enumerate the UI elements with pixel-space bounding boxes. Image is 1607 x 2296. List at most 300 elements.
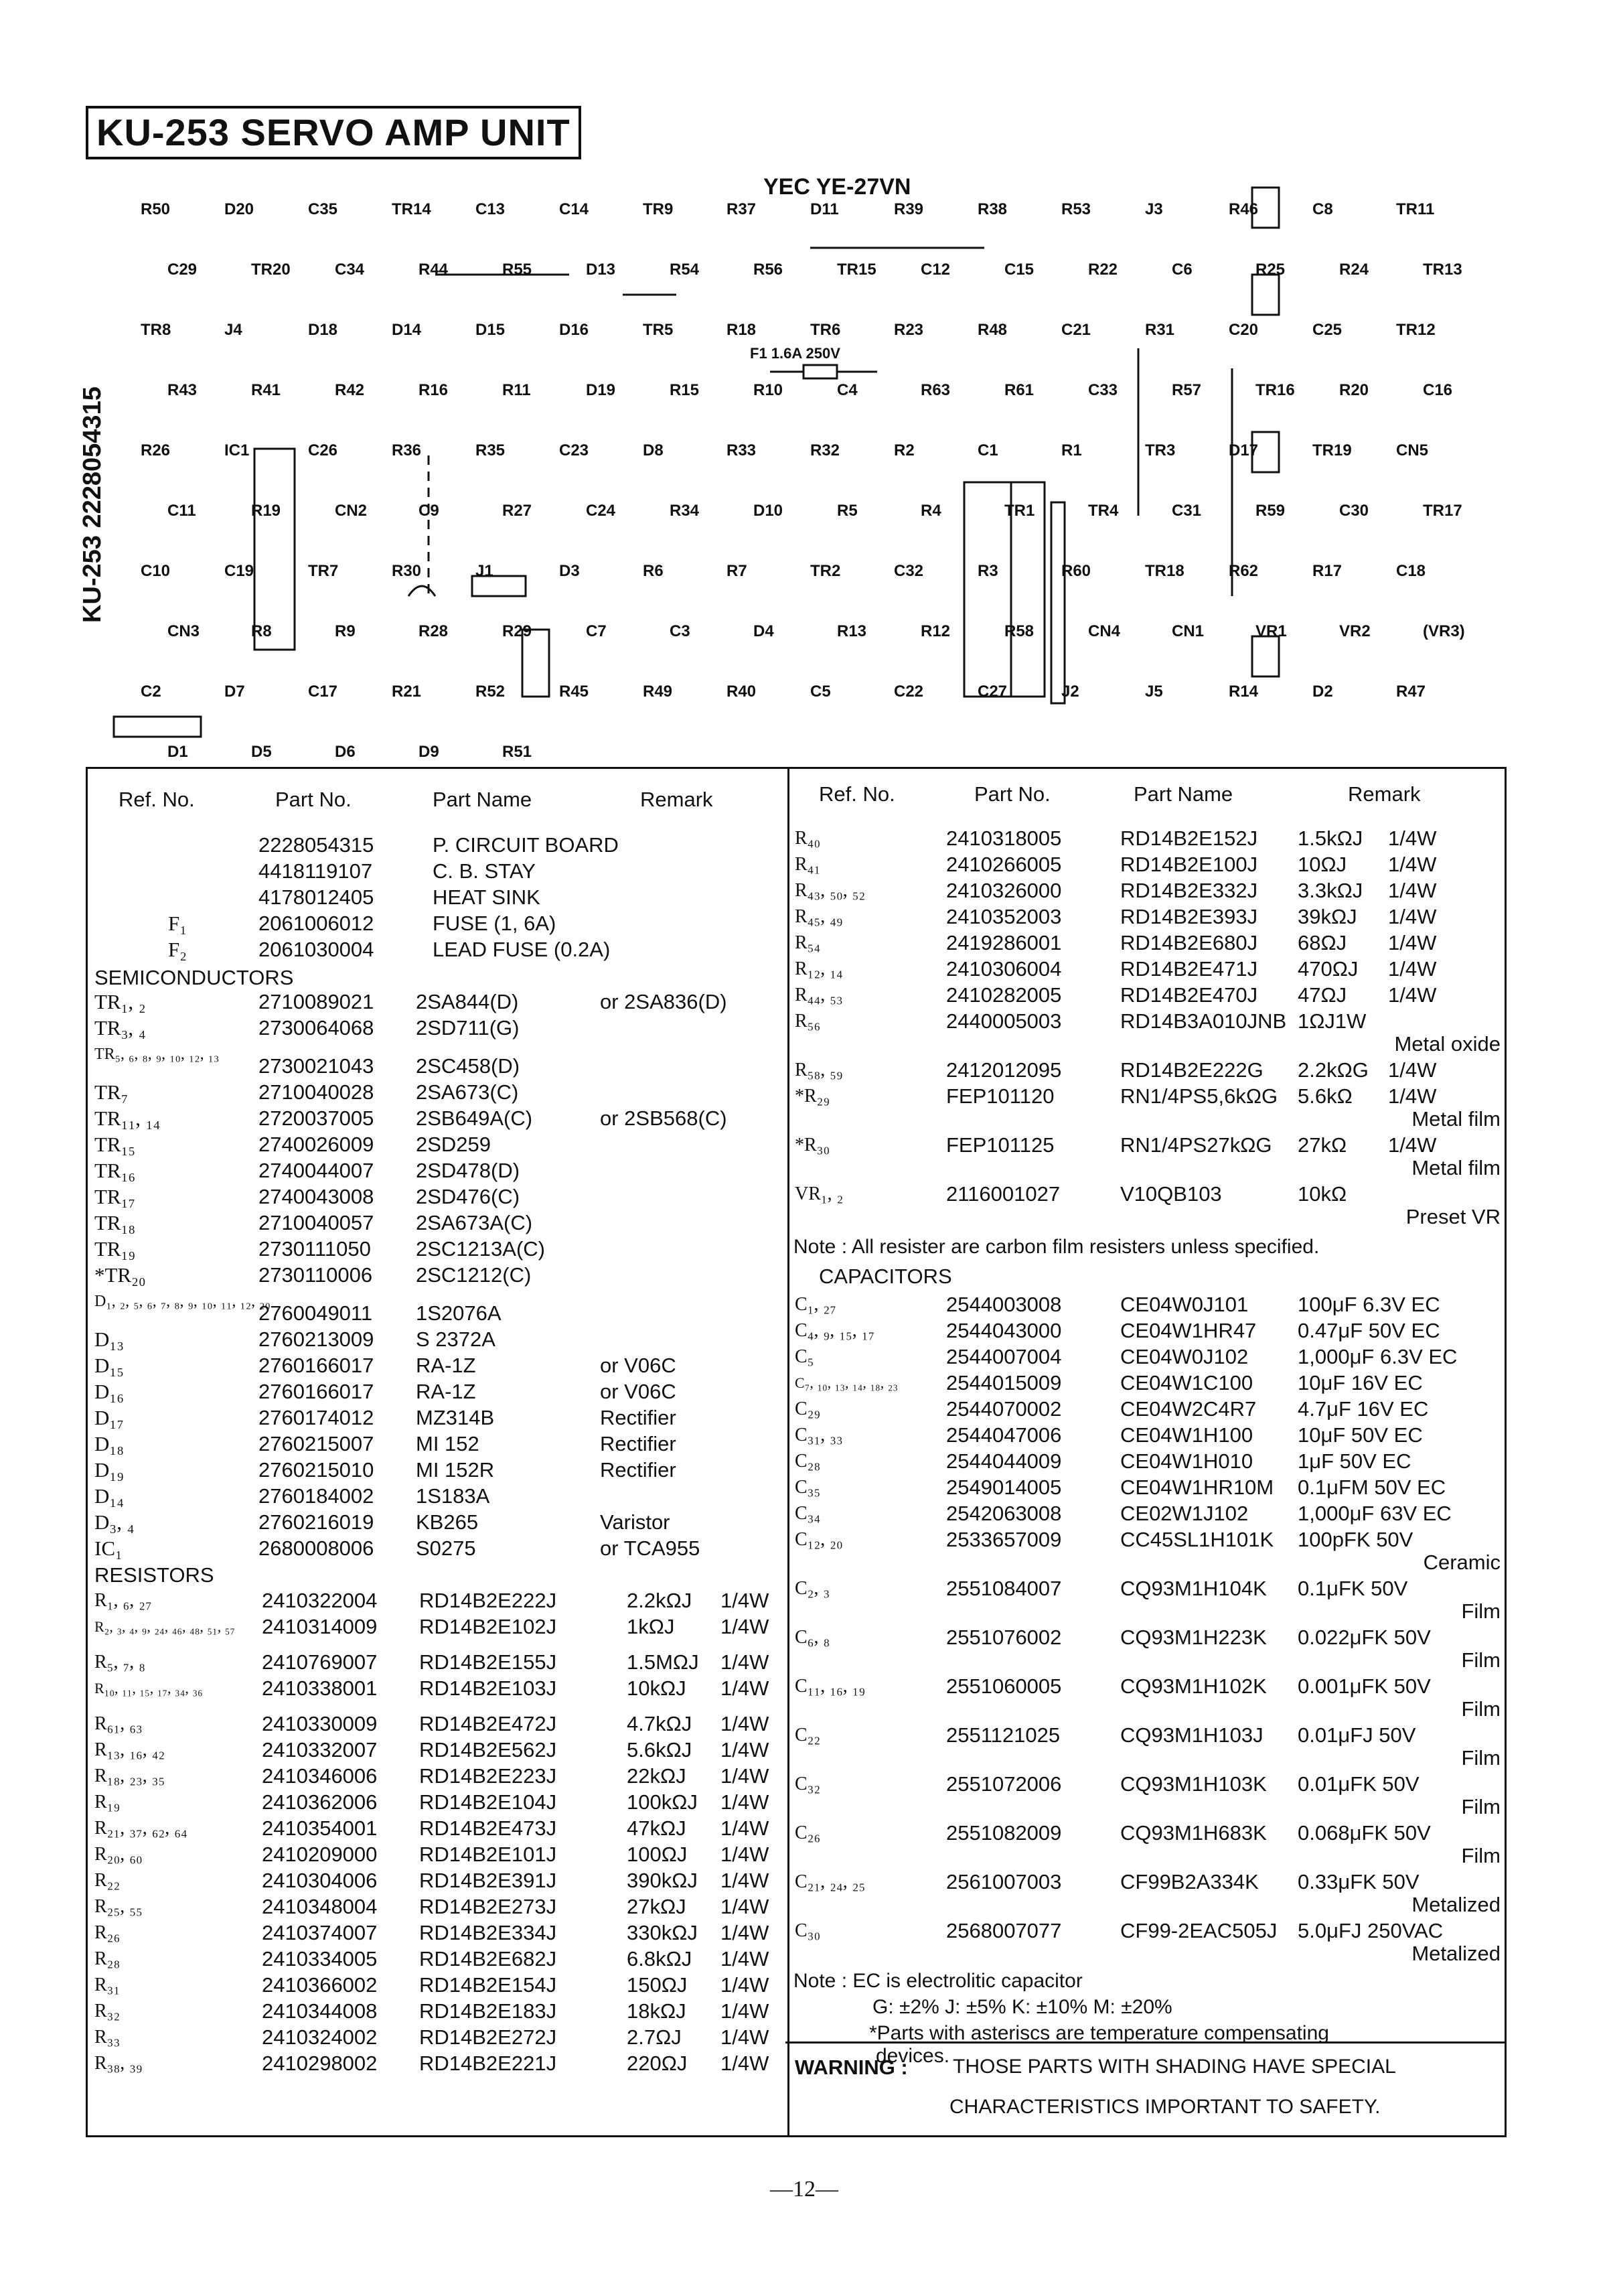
part-name: RD14B2E100J [1120, 853, 1258, 876]
pcb-label: D13 [586, 261, 616, 279]
part-name: RD14B2E273J [419, 1895, 557, 1918]
part-no: 2760166017 [258, 1380, 374, 1403]
part-no: 2412012095 [946, 1058, 1062, 1082]
pcb-label: TR13 [1423, 261, 1462, 279]
wattage: 1/4W [1388, 931, 1437, 954]
part-no: 2730110006 [258, 1263, 373, 1287]
ref-no: IC₁ [94, 1536, 123, 1560]
resistor-type: Metal film [1411, 1156, 1501, 1179]
pcb-label: R60 [1061, 562, 1091, 580]
part-no: 2544007004 [946, 1345, 1062, 1368]
ec-note: Note : EC is electrolitic capacitor [793, 1970, 1083, 1992]
pcb-label: R47 [1396, 683, 1426, 701]
ref-no: R₂₈ [94, 1948, 121, 1969]
table-row [88, 1868, 787, 1893]
resistance-value: 6.8kΩJ [627, 1947, 692, 1970]
wattage: 1/4W [1388, 1133, 1437, 1157]
ref-no: *R₃₀ [795, 1135, 830, 1155]
part-name: 2SD711(G) [416, 1016, 520, 1039]
remark: Rectifier [600, 1458, 676, 1482]
pcb-label: C35 [308, 200, 338, 218]
capacitor-type: Metalized [1411, 1893, 1501, 1916]
part-no: 2228054315 [258, 833, 374, 857]
table-row [785, 852, 1505, 877]
part-name: CQ93M1H103J [1120, 1723, 1264, 1747]
ref-no: R₁₂, ₁₄ [795, 958, 843, 979]
capacitor-type: Metalized [1411, 1942, 1501, 1965]
table-row [785, 1181, 1505, 1228]
pcb-label: D15 [475, 321, 506, 339]
wattage: 1/4W [720, 1816, 769, 1840]
ref-no: TR₁₆ [94, 1159, 136, 1182]
remark: 10μF 50V EC [1298, 1423, 1423, 1447]
part-no: 2410282005 [946, 983, 1062, 1007]
part-name: LEAD FUSE (0.2A) [433, 938, 611, 961]
pcb-label: R34 [670, 502, 700, 520]
part-no: 2730064068 [258, 1016, 374, 1039]
pcb-label: R39 [894, 200, 924, 218]
pcb-label: R7 [726, 562, 747, 580]
pcb-label: R55 [502, 261, 532, 279]
part-no: 2410332007 [262, 1738, 378, 1762]
pcb-label: TR9 [643, 200, 674, 218]
pcb-label: D11 [810, 200, 839, 218]
table-row [785, 904, 1505, 930]
part-name: HEAT SINK [433, 885, 540, 909]
part-no: 2544047006 [946, 1423, 1062, 1447]
pcb-label: R38 [978, 200, 1008, 218]
maker-label: YEC YE-27VN [763, 174, 911, 200]
pcb-label: R37 [726, 200, 757, 218]
part-no: 2419286001 [946, 931, 1062, 954]
table-row [88, 1353, 787, 1378]
pcb-label: TR19 [1312, 441, 1352, 459]
part-name: RD14B2E221J [419, 2052, 557, 2075]
part-no: 2551072006 [946, 1772, 1062, 1796]
pcb-label: C18 [1396, 562, 1426, 580]
pcb-label: C32 [894, 562, 924, 580]
ref-no: R₄₄, ₅₃ [795, 985, 843, 1005]
ref-no: R₅₄ [795, 932, 821, 953]
remark: 1μF 50V EC [1298, 1449, 1411, 1473]
table-row [785, 826, 1505, 851]
pcb-label: R44 [418, 261, 449, 279]
table-row [88, 1042, 787, 1078]
table-row [88, 1676, 787, 1701]
wattage: 1/4W [720, 1790, 769, 1814]
table-row [88, 1536, 787, 1561]
pcb-label: C19 [224, 562, 254, 580]
table-row [88, 1184, 787, 1210]
pcb-label: C22 [894, 683, 924, 701]
resistor-type: Preset VR [1405, 1205, 1501, 1228]
remark: 0.022μFK 50V [1298, 1626, 1431, 1649]
pcb-label: D8 [643, 441, 664, 459]
pcb-label: C23 [559, 441, 589, 459]
part-no: 2544044009 [946, 1449, 1062, 1473]
pcb-label: CN4 [1088, 622, 1121, 640]
pcb-label: J3 [1145, 200, 1163, 218]
part-name: CE04W1HR47 [1120, 1319, 1257, 1342]
ref-no: D₁₃ [94, 1328, 125, 1351]
part-name: C. B. STAY [433, 859, 536, 883]
table-row [785, 1370, 1505, 1396]
wattage: 1/4W [720, 1895, 769, 1918]
part-no: 2410306004 [946, 957, 1062, 981]
ref-no: TR₁₁, ₁₄ [94, 1106, 161, 1130]
pcb-label: C15 [1004, 261, 1035, 279]
part-name: RA-1Z [416, 1354, 476, 1377]
part-name: RD14B2E472J [419, 1712, 557, 1735]
wattage: 1/4W [1388, 1058, 1437, 1082]
pcb-label: J4 [224, 321, 242, 339]
table-row [785, 1133, 1505, 1179]
ref-no: R₄₃, ₅₀, ₅₂ [795, 880, 866, 901]
part-no: 2542063008 [946, 1502, 1062, 1525]
table-row [88, 1946, 787, 1972]
pcb-label: D3 [559, 562, 580, 580]
tolerance-note: G: ±2% J: ±5% K: ±10% M: ±20% [872, 1996, 1172, 2018]
pcb-label: R5 [837, 502, 858, 520]
wattage: 1/4W [720, 1764, 769, 1788]
part-no: 2410334005 [262, 1947, 378, 1970]
ref-no: C₃₄ [795, 1503, 821, 1524]
table-row [88, 1289, 787, 1325]
part-no: 2740026009 [258, 1133, 374, 1156]
part-name: S0275 [416, 1536, 476, 1560]
pcb-label: TR6 [810, 321, 841, 339]
pcb-label: R16 [418, 381, 449, 399]
part-name: RN1/4PS27kΩG [1120, 1133, 1272, 1157]
remark: 10μF 16V EC [1298, 1371, 1423, 1394]
part-no: 2760049011 [258, 1301, 373, 1325]
resistance-value: 3.3kΩJ [1298, 879, 1363, 902]
ref-no: R₃₁ [94, 1975, 121, 1995]
pcb-label: C25 [1312, 321, 1343, 339]
pcb-label: D17 [1229, 441, 1259, 459]
part-no: 2061006012 [258, 912, 374, 935]
ref-no: TR₁₈ [94, 1211, 136, 1234]
pcb-label: D18 [308, 321, 338, 339]
wattage: 1/4W [1388, 853, 1437, 876]
part-name: RD14B3A010JNB [1120, 1009, 1287, 1033]
part-name: 1S2076A [416, 1301, 502, 1325]
ref-no: R₃₂ [94, 2001, 121, 2021]
resistance-value: 1ΩJ1W [1298, 1009, 1367, 1033]
part-name: RD14B2E470J [1120, 983, 1258, 1007]
resistance-value: 22kΩJ [627, 1764, 686, 1788]
table-row [88, 1484, 787, 1509]
remark: 100μF 6.3V EC [1298, 1293, 1440, 1316]
part-no: 2410318005 [946, 827, 1062, 850]
part-no: 2760215010 [258, 1458, 374, 1482]
page-number: —12— [770, 2177, 838, 2202]
ref-no: C₃₁, ₃₃ [795, 1425, 843, 1445]
pcb-label: R54 [670, 261, 700, 279]
pcb-label: R6 [643, 562, 664, 580]
table-row [88, 2051, 787, 2076]
part-no: 2410298002 [262, 2052, 378, 2075]
part-no: 2410304006 [262, 1869, 378, 1892]
ref-no: *R₂₉ [795, 1086, 830, 1106]
pcb-label: J1 [475, 562, 493, 580]
ref-no: F₁ [168, 912, 187, 935]
table-row [88, 1015, 787, 1041]
pcb-label: IC1 [224, 441, 250, 459]
capacitor-type: Film [1461, 1697, 1501, 1721]
part-name: CF99-2EAC505J [1120, 1919, 1278, 1942]
pcb-label: R28 [418, 622, 449, 640]
asterisk-note: *Parts with asteriscs are temperature compensating [869, 2022, 1329, 2044]
wattage: 1/4W [720, 1843, 769, 1866]
remark: Varistor [600, 1510, 670, 1534]
board-id-label: KU-253 2228054315 [78, 386, 106, 623]
wattage: 1/4W [720, 1589, 769, 1612]
part-name: MI 152R [416, 1458, 495, 1482]
ref-no: R₄₁ [795, 854, 821, 875]
ref-no: R₁₃, ₁₆, ₄₂ [94, 1739, 165, 1760]
wattage: 1/4W [720, 1738, 769, 1762]
col-header-remark: Remark [1348, 782, 1421, 806]
ref-no: R₂₆ [94, 1922, 121, 1943]
pcb-label: C26 [308, 441, 338, 459]
table-row [88, 1614, 787, 1640]
resistance-value: 100kΩJ [627, 1790, 698, 1814]
pcb-label: TR15 [837, 261, 876, 279]
pcb-label: CN3 [167, 622, 200, 640]
part-no: 2740044007 [258, 1159, 374, 1182]
pcb-label: R11 [502, 381, 531, 399]
part-name: RD14B2E391J [419, 1869, 557, 1892]
pcb-label: TR16 [1255, 381, 1295, 399]
pcb-label: D16 [559, 321, 589, 339]
part-no: 2061030004 [258, 938, 374, 961]
part-name: CQ93M1H103K [1120, 1772, 1267, 1796]
table-row [785, 1475, 1505, 1500]
ref-no: D₁, ₂, ₅, ₆, ₇, ₈, ₉, ₁₀, ₁₁, ₁₂, ₂₀ [94, 1293, 271, 1310]
table-row [785, 1318, 1505, 1344]
part-name: RD14B2E471J [1120, 957, 1258, 981]
table-row [785, 1344, 1505, 1370]
ref-no: C₃₂ [795, 1774, 821, 1794]
part-no: 2710089021 [258, 990, 374, 1013]
pcb-label: R3 [978, 562, 998, 580]
table-row [88, 1158, 787, 1183]
part-no: 2116001027 [946, 1182, 1061, 1206]
table-row [785, 1058, 1505, 1083]
part-no: 2544015009 [946, 1371, 1062, 1394]
table-row [785, 1625, 1505, 1672]
part-name: CE04W1H100 [1120, 1423, 1253, 1447]
section-heading-semiconductors: SEMICONDUCTORS [94, 966, 294, 989]
ref-no: R₁₀, ₁₁, ₁₅, ₁₇, ₃₄, ₃₆ [94, 1680, 203, 1697]
pcb-label: C24 [586, 502, 616, 520]
ref-no: C₂₂ [795, 1725, 821, 1745]
wattage: 1/4W [720, 1676, 769, 1700]
pcb-label: C3 [670, 622, 690, 640]
ref-no: R₁₈, ₂₃, ₃₅ [94, 1766, 165, 1786]
ref-no: R₄₀ [795, 828, 821, 849]
part-no: 2410330009 [262, 1712, 378, 1735]
resistance-value: 5.6kΩJ [627, 1738, 692, 1762]
part-no: 2760166017 [258, 1354, 374, 1377]
table-row [88, 1379, 787, 1405]
part-name: CE02W1J102 [1120, 1502, 1249, 1525]
table-row [785, 1009, 1505, 1056]
pcb-label: C20 [1229, 321, 1259, 339]
ref-no: R₂, ₃, ₄, ₉, ₂₄, ₄₆, ₄₈, ₅₁, ₅₇ [94, 1618, 236, 1635]
part-name: RD14B2E222G [1120, 1058, 1264, 1082]
table-row [88, 1132, 787, 1157]
pcb-label: TR18 [1145, 562, 1184, 580]
resistance-value: 27kΩJ [627, 1895, 686, 1918]
part-name: CE04W1H010 [1120, 1449, 1253, 1473]
ref-no: C₁, ₂₇ [795, 1294, 836, 1315]
remark: 0.33μFK 50V [1298, 1870, 1420, 1893]
part-no: 2730111050 [258, 1237, 371, 1261]
part-name: CE04W1HR10M [1120, 1476, 1274, 1499]
remark: 0.1μFM 50V EC [1298, 1476, 1446, 1499]
remark: Rectifier [600, 1406, 676, 1429]
pcb-label: R35 [475, 441, 506, 459]
table-row [88, 1711, 787, 1737]
ref-no: *TR₂₀ [94, 1263, 146, 1287]
part-name: 2SA844(D) [416, 990, 519, 1013]
part-name: RA-1Z [416, 1380, 476, 1403]
ref-no: C₅ [795, 1346, 814, 1367]
part-name: CE04W0J102 [1120, 1345, 1249, 1368]
col-header-remark: Remark [640, 788, 713, 811]
remark: or 2SA836(D) [600, 990, 727, 1013]
part-name: 2SA673A(C) [416, 1211, 533, 1234]
part-no: 2561007003 [946, 1870, 1062, 1893]
ref-no: D₁₈ [94, 1432, 125, 1455]
part-name: 2SD476(C) [416, 1185, 520, 1208]
part-name: 2SC1213A(C) [416, 1237, 545, 1261]
remark: 100pFK 50V [1298, 1528, 1413, 1551]
pcb-label: D4 [753, 622, 774, 640]
wattage: 1/4W [720, 1615, 769, 1638]
pcb-label: C12 [921, 261, 951, 279]
table-row [88, 885, 787, 910]
pcb-label: R22 [1088, 261, 1118, 279]
table-row [88, 1999, 787, 2024]
parts-table-right [785, 767, 1507, 2137]
pcb-label: CN5 [1396, 441, 1429, 459]
part-name: KB265 [416, 1510, 479, 1534]
capacitor-type: Film [1461, 1795, 1501, 1818]
pcb-label: R41 [251, 381, 281, 399]
pcb-label: R32 [810, 441, 840, 459]
ref-no: R₄₅, ₄₉ [795, 906, 843, 927]
pcb-label: TR5 [643, 321, 674, 339]
part-name: CQ93M1H102K [1120, 1674, 1267, 1698]
resistance-value: 10kΩJ [627, 1676, 686, 1700]
pcb-label: D14 [392, 321, 422, 339]
ref-no: C₂₉ [795, 1398, 821, 1419]
pcb-label: D9 [418, 743, 439, 761]
part-name: MI 152 [416, 1432, 479, 1455]
pcb-label: TR20 [251, 261, 291, 279]
part-no: 2544003008 [946, 1293, 1062, 1316]
pcb-label: C5 [810, 683, 831, 701]
ref-no: C₄, ₉, ₁₅, ₁₇ [795, 1320, 875, 1341]
part-no: 2551060005 [946, 1674, 1062, 1698]
part-no: 2551076002 [946, 1626, 1062, 1649]
table-row [785, 878, 1505, 904]
part-no: FEP101125 [946, 1133, 1055, 1157]
pcb-label: R21 [392, 683, 422, 701]
resistance-value: 47ΩJ [1298, 983, 1347, 1007]
part-name: 2SA673(C) [416, 1080, 519, 1104]
part-name: RD14B2E102J [419, 1615, 557, 1638]
warning-label: WARNING : [795, 2056, 908, 2079]
part-no: 2410352003 [946, 905, 1062, 928]
pcb-label: J2 [1061, 683, 1079, 701]
resistance-value: 470ΩJ [1298, 957, 1359, 981]
pcb-label: D1 [167, 743, 188, 761]
table-row [88, 1588, 787, 1613]
ref-no: TR₁₇ [94, 1185, 136, 1208]
ref-no: TR₁₉ [94, 1237, 136, 1261]
part-no: 2549014005 [946, 1476, 1062, 1499]
part-no: 2410338001 [262, 1676, 378, 1700]
ref-no: C₃₀ [795, 1920, 821, 1941]
pcb-label: R57 [1172, 381, 1202, 399]
wattage: 1/4W [1388, 957, 1437, 981]
part-name: V10QB103 [1120, 1182, 1222, 1206]
part-name: CE04W2C4R7 [1120, 1397, 1257, 1421]
page-title: KU-253 SERVO AMP UNIT [86, 106, 581, 159]
pcb-label: R13 [837, 622, 867, 640]
table-row [88, 2025, 787, 2050]
wattage: 1/4W [1388, 905, 1437, 928]
wattage: 1/4W [720, 1869, 769, 1892]
asterisk-note-cont: devices. [876, 2045, 950, 2067]
resistance-value: 220ΩJ [627, 2052, 688, 2075]
pcb-label: R2 [894, 441, 915, 459]
part-name: RD14B2E222J [419, 1589, 557, 1612]
ref-no: TR₃, ₄ [94, 1016, 146, 1039]
part-name: 2SC458(D) [416, 1054, 520, 1078]
wattage: 1/4W [720, 1947, 769, 1970]
table-row [88, 1106, 787, 1131]
pcb-label: C14 [559, 200, 589, 218]
col-header-part-name: Part Name [1134, 782, 1233, 806]
ref-no: C₆, ₈ [795, 1627, 830, 1648]
ref-no: R₂₂ [94, 1870, 121, 1891]
pcb-label: D6 [335, 743, 356, 761]
table-row [785, 1527, 1505, 1574]
part-no: 2410348004 [262, 1895, 378, 1918]
warning-line-1: THOSE PARTS WITH SHADING HAVE SPECIAL [953, 2056, 1396, 2078]
wattage: 1/4W [720, 1650, 769, 1674]
resistance-value: 10kΩ [1298, 1182, 1347, 1206]
remark: or V06C [600, 1380, 676, 1403]
pcb-label: TR3 [1145, 441, 1176, 459]
part-name: P. CIRCUIT BOARD [433, 833, 619, 857]
part-name: RD14B2E334J [419, 1921, 557, 1944]
pcb-label: R46 [1229, 200, 1259, 218]
part-name: 2SD259 [416, 1133, 491, 1156]
pcb-label: C4 [837, 381, 858, 399]
resistance-value: 47kΩJ [627, 1816, 686, 1840]
remark: 0.01μFJ 50V [1298, 1723, 1416, 1747]
section-heading-resistors: RESISTORS [94, 1563, 214, 1587]
table-row [88, 1431, 787, 1457]
pcb-label: TR8 [141, 321, 171, 339]
remark: 0.47μF 50V EC [1298, 1319, 1440, 1342]
